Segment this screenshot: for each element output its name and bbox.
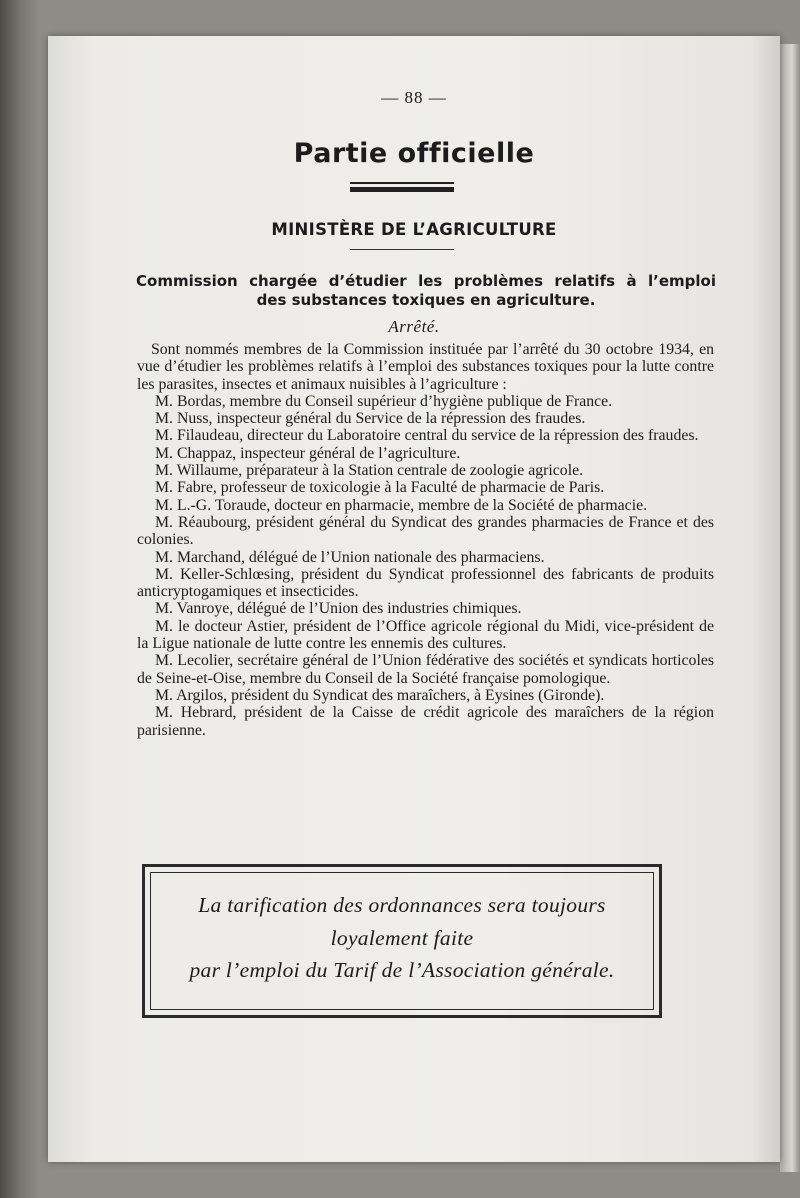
- member-entry: M. Lecolier, secrétaire général de l’Union fédérative des sociétés et syndicats horticoles de Seine-et-Oise, membre du Conseil de la Société française pomologique.: [137, 652, 714, 687]
- member-entry: M. le docteur Astier, président de l’Office agricole régional du Midi, vice-président de la Ligue nationale de lutte contre les ennemis des cultures.: [137, 617, 714, 653]
- intro-paragraph: Sont nommés membres de la Commission instituée par l’arrêté du 30 octobre 1934, en vue d’étudier les problèmes relatifs à l’emploi des substances toxiques pour la lutte contre les parasites, insectes et animaux nuisibles à l’agriculture :: [137, 341, 714, 393]
- title-ornament-rule: [350, 182, 454, 192]
- member-entry: M. Filaudeau, directeur du Laboratoire central du service de la répression des fraudes.: [155, 427, 699, 445]
- notice-line: loyalement faite: [330, 925, 474, 950]
- commission-title-line: Commission chargée d’étudier les problèmes relatifs à l’emploi: [136, 272, 716, 290]
- decree-label: Arrêté.: [388, 317, 440, 336]
- document-page: [48, 36, 780, 1162]
- ministry-heading: MINISTÈRE DE L’AGRICULTURE: [271, 220, 557, 239]
- section-title: Partie officielle: [293, 138, 535, 169]
- ministry-rule: [350, 249, 454, 250]
- decree-body: [137, 341, 714, 739]
- notice-line: par l’emploi du Tarif de l’Association générale.: [189, 958, 615, 982]
- member-entry: M. Hebrard, président de la Caisse de crédit agricole des maraîchers de la région parisienne.: [137, 704, 714, 739]
- next-page-edge: [780, 44, 800, 1172]
- member-entry: M. Nuss, inspecteur général du Service de la répression des fraudes.: [155, 410, 586, 428]
- member-entry: M. Réaubourg, président général du Syndicat des grandes pharmacies de France et des colonies.: [137, 513, 714, 549]
- member-entry: M. Marchand, délégué de l’Union nationale des pharmaciens.: [155, 548, 545, 566]
- tariff-notice-box: [142, 864, 662, 1018]
- commission-title-line: des substances toxiques en agriculture.: [256, 291, 596, 309]
- member-entry: M. Chappaz, inspecteur général de l’agriculture.: [155, 444, 461, 462]
- member-entry: M. Argilos, président du Syndicat des maraîchers, à Eysines (Gironde).: [155, 686, 605, 704]
- page-number: — 88 —: [381, 88, 447, 107]
- member-entry: M. Keller-Schlœsing, président du Syndicat professionnel des fabricants de produits anticryptogamiques et insecticides.: [137, 565, 714, 601]
- member-entry: M. Fabre, professeur de toxicologie à la Faculté de pharmacie de Paris.: [155, 479, 605, 497]
- notice-line: La tarification des ordonnances sera toujours: [198, 893, 606, 917]
- member-entry: M. Bordas, membre du Conseil supérieur d’hygiène publique de France.: [155, 392, 613, 410]
- commission-title: [136, 272, 716, 310]
- member-entry: M. Willaume, préparateur à la Station centrale de zoologie agricole.: [155, 462, 584, 480]
- tariff-notice-text: [145, 889, 659, 987]
- member-entry: M. L.-G. Toraude, docteur en pharmacie, membre de la Société de pharmacie.: [155, 496, 648, 514]
- member-entry: M. Vanroye, délégué de l’Union des industries chimiques.: [155, 600, 522, 618]
